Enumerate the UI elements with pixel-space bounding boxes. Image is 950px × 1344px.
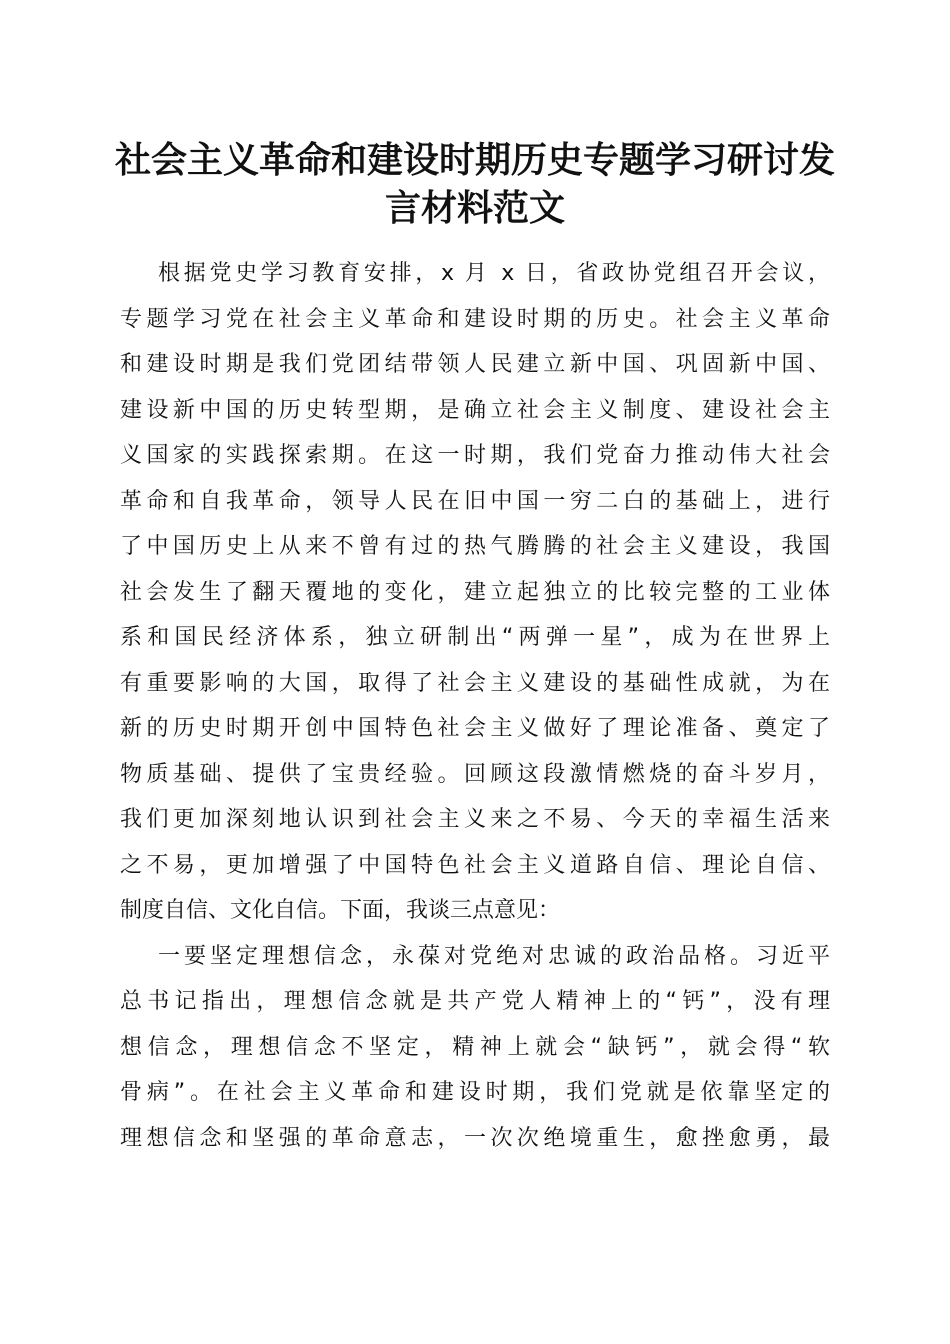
paragraph-line: 之不易，更加增强了中国特色社会主义道路自信、理论自信、 — [120, 852, 830, 878]
document-title — [100, 136, 850, 232]
paragraph-line: 社会发生了翻天覆地的变化，建立起独立的比较完整的工业体 — [120, 579, 830, 605]
paragraph-line: 和建设时期是我们党团结带领人民建立新中国、巩固新中国、 — [120, 352, 830, 377]
paragraph-line: 骨病”。在社会主义革命和建设时期，我们党就是依靠坚定的 — [120, 1080, 830, 1105]
title-line-2: 言材料范文 — [384, 187, 565, 229]
paragraph-line: 总书记指出，理想信念就是共产党人精神上的“钙”，没有理 — [120, 989, 830, 1014]
paragraph-line: 有重要影响的大国，取得了社会主义建设的基础性成就，为在 — [120, 670, 830, 696]
paragraph-line: 建设新中国的历史转型期，是确立社会主义制度、建设社会主 — [120, 397, 830, 423]
paragraph-line: 义国家的实践探索期。在这一时期，我们党奋力推动伟大社会 — [120, 443, 830, 468]
paragraph-line: 新的历史时期开创中国特色社会主义做好了理论准备、奠定了 — [120, 716, 830, 741]
paragraph-point-one — [120, 934, 830, 1162]
paragraph-line: 专题学习党在社会主义革命和建设时期的历史。社会主义革命 — [120, 306, 830, 332]
paragraph-line: 了中国历史上从来不曾有过的热气腾腾的社会主义建设，我国 — [120, 534, 830, 559]
title-line-1: 社会主义革命和建设时期历史专题学习研讨发 — [114, 139, 835, 181]
paragraph-intro — [120, 251, 830, 934]
paragraph-line: 理想信念和坚强的革命意志，一次次绝境重生，愈挫愈勇，最 — [120, 1125, 830, 1151]
paragraph-line: 根据党史学习教育安排，x 月 x 日，省政协党组召开会议， — [158, 261, 830, 286]
paragraph-line: 制度自信、文化自信。下面，我谈三点意见： — [120, 898, 561, 923]
paragraph-line: 想信念，理想信念不坚定，精神上就会“缺钙”，就会得“软 — [120, 1034, 830, 1060]
paragraph-line: 系和国民经济体系，独立研制出“两弹一星”，成为在世界上 — [120, 625, 830, 650]
paragraph-line: 我们更加深刻地认识到社会主义来之不易、今天的幸福生活来 — [120, 807, 830, 832]
paragraph-line: 一要坚定理想信念，永葆对党绝对忠诚的政治品格。习近平 — [158, 943, 830, 969]
paragraph-line: 物质基础、提供了宝贵经验。回顾这段激情燃烧的奋斗岁月， — [120, 761, 830, 787]
document-body — [120, 251, 830, 1161]
paragraph-line: 革命和自我革命，领导人民在旧中国一穷二白的基础上，进行 — [120, 488, 830, 514]
